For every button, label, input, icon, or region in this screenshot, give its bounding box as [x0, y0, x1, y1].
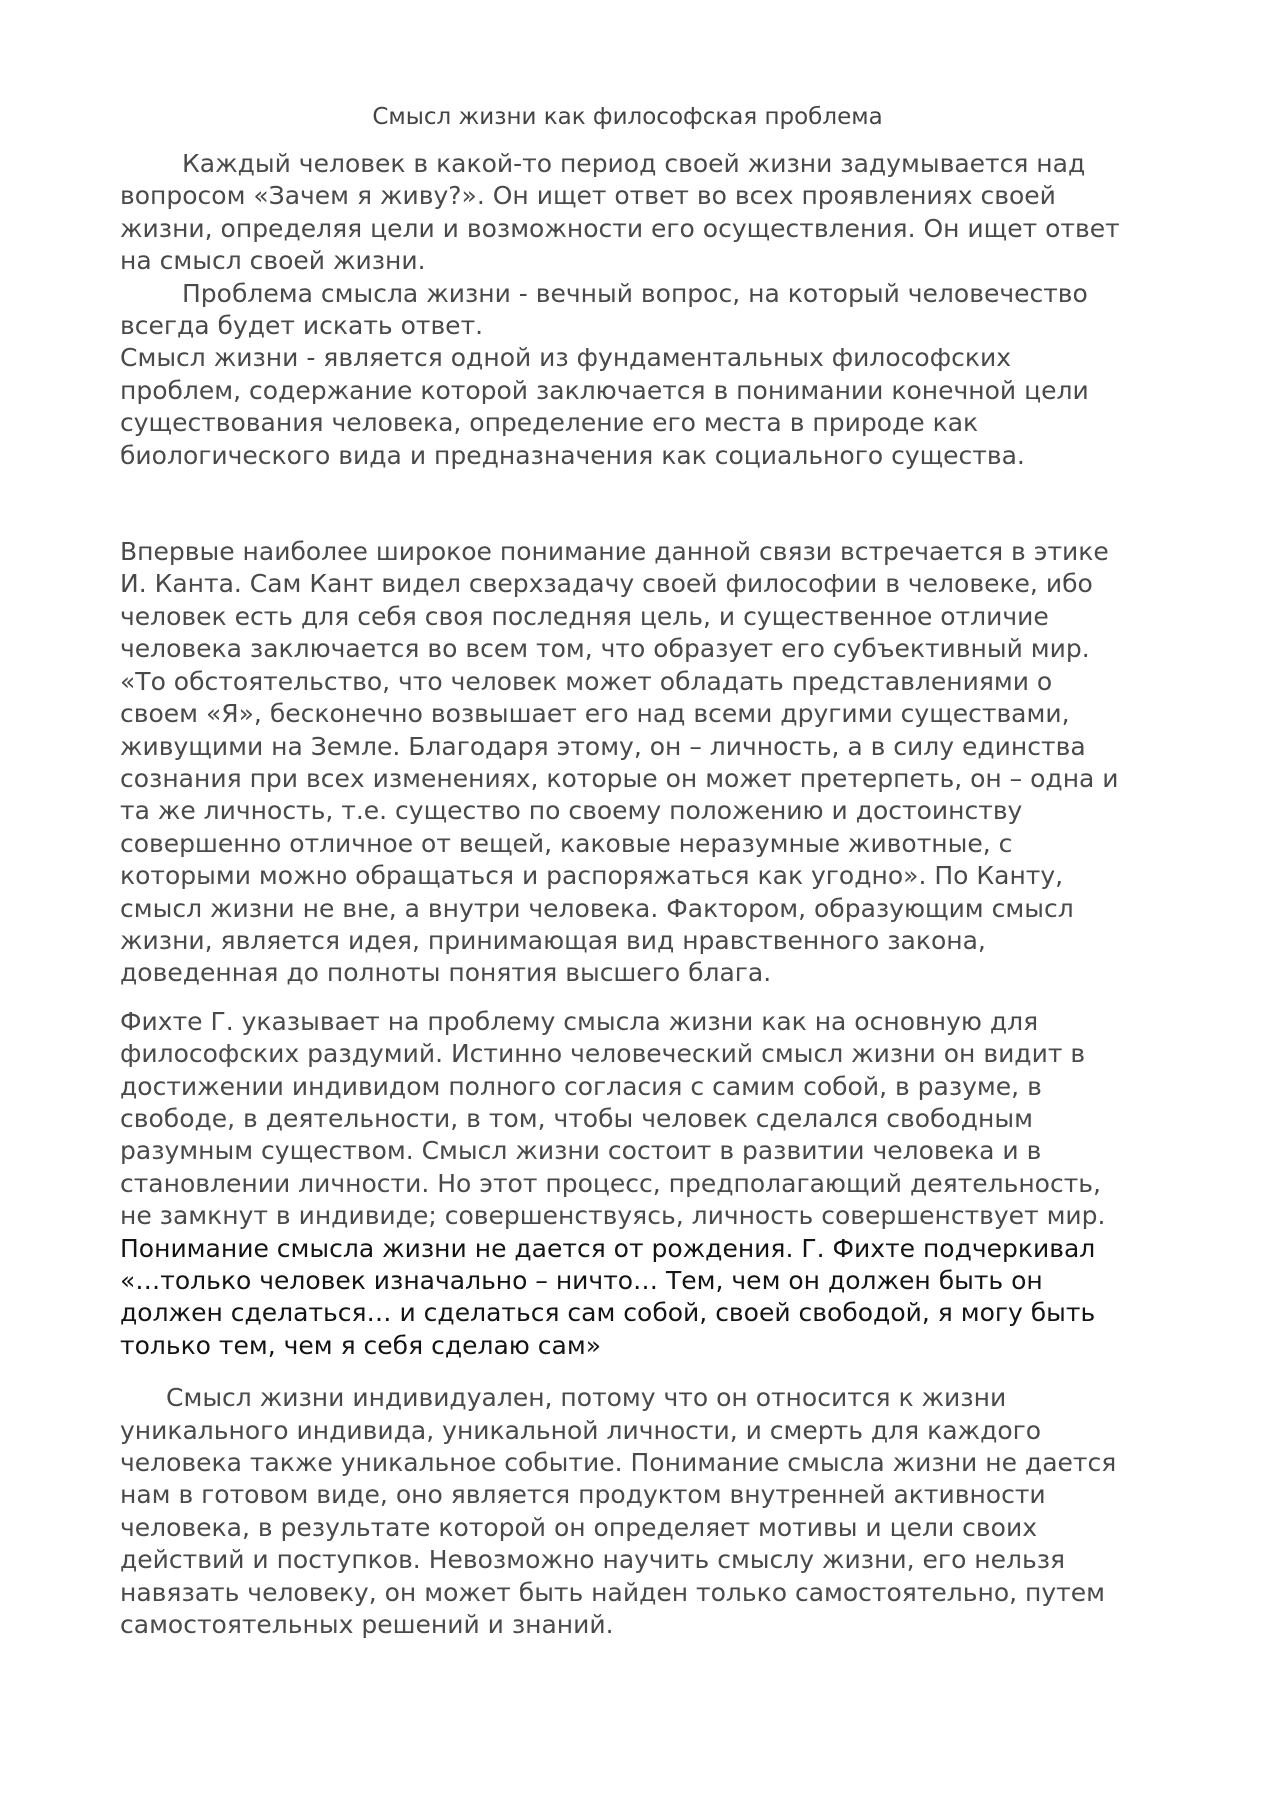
paragraph-definition: Смысл жизни - является одной из фундаментальных философских проблем, содержание которой заключается в понимании конечной цели существования человека, определение его места в природе как биологического вида и предназначения как социального существа.: [120, 343, 1089, 470]
paragraph-fichte: [120, 1006, 1135, 1362]
paragraph-intro: Каждый человек в какой-то период своей жизни задумывается над вопросом «Зачем я живу?». Он ищет ответ во всех проявлениях своей жизни, определяя цели и возможности его осуществления. Он ищет ответ на смысл своей жизни.: [120, 149, 1120, 276]
fichte-text: Фихте Г. указывает на проблему смысла жизни как на основную для философских раздумий. Истинно человеческий смысл жизни он видит в достижении индивидом полного согласия с самим собой, в разуме, в свободе, в деятельности, в том, чтобы человек сделался свободным разумным существом. Смысл жизни состоит в развитии человека и в становлении личности. Но этот процесс, предполагающий деятельность, не замкнут в индивиде; совершенствуясь, личность совершенствует мир.: [120, 1006, 1106, 1231]
document-page: [120, 100, 1135, 1641]
paragraph-eternal-question: Проблема смысла жизни - вечный вопрос, на который человечество всегда будет искать ответ.: [120, 278, 1088, 341]
paragraph-kant: Впервые наиболее широкое понимание данной связи встречается в этике И. Канта. Сам Кант видел сверхзадачу своей философии в человеке, ибо человек есть для себя своя последняя цель, и существенное отличие человека заключается во всем том, что образует его субъективный мир. «То обстоятельство, что человек может обладать представлениями о своем «Я», бесконечно возвышает его над всеми другими существами, живущими на Земле. Благодаря этому, он – личность, а в силу единства сознания при всех изменениях, которые он может претерпеть, он – одна и та же личность, т.е. существо по своему положению и достоинству совершенно отличное от вещей, каковые неразумные животные, с которыми можно обращаться и распоряжаться как угодно». По Канту, смысл жизни не вне, а внутри человека. Фактором, образующим смысл жизни, является идея, принимающая вид нравственного закона, доведенная до полноты понятия высшего блага.: [120, 537, 1119, 988]
fichte-quote: Понимание смысла жизни не дается от рождения. Г. Фихте подчеркивал «…только человек изначально – ничто… Тем, чем он должен быть он должен сделаться… и сделаться сам собой, своей свободой, я могу быть только тем, чем я себя сделаю сам»: [120, 1233, 1096, 1360]
document-title: Смысл жизни как философская проблема: [372, 104, 883, 130]
paragraph-individual: Смысл жизни индивидуален, потому что он относится к жизни уникального индивида, уникальной личности, и смерть для каждого человека также уникальное событие. Понимание смысла жизни не дается нам в готовом виде, оно является продуктом внутренней активности человека, в результате которой он определяет мотивы и цели своих действий и поступков. Невозможно научить смыслу жизни, его нельзя навязать человеку, он может быть найден только самостоятельно, путем самостоятельных решений и знаний.: [120, 1383, 1117, 1640]
